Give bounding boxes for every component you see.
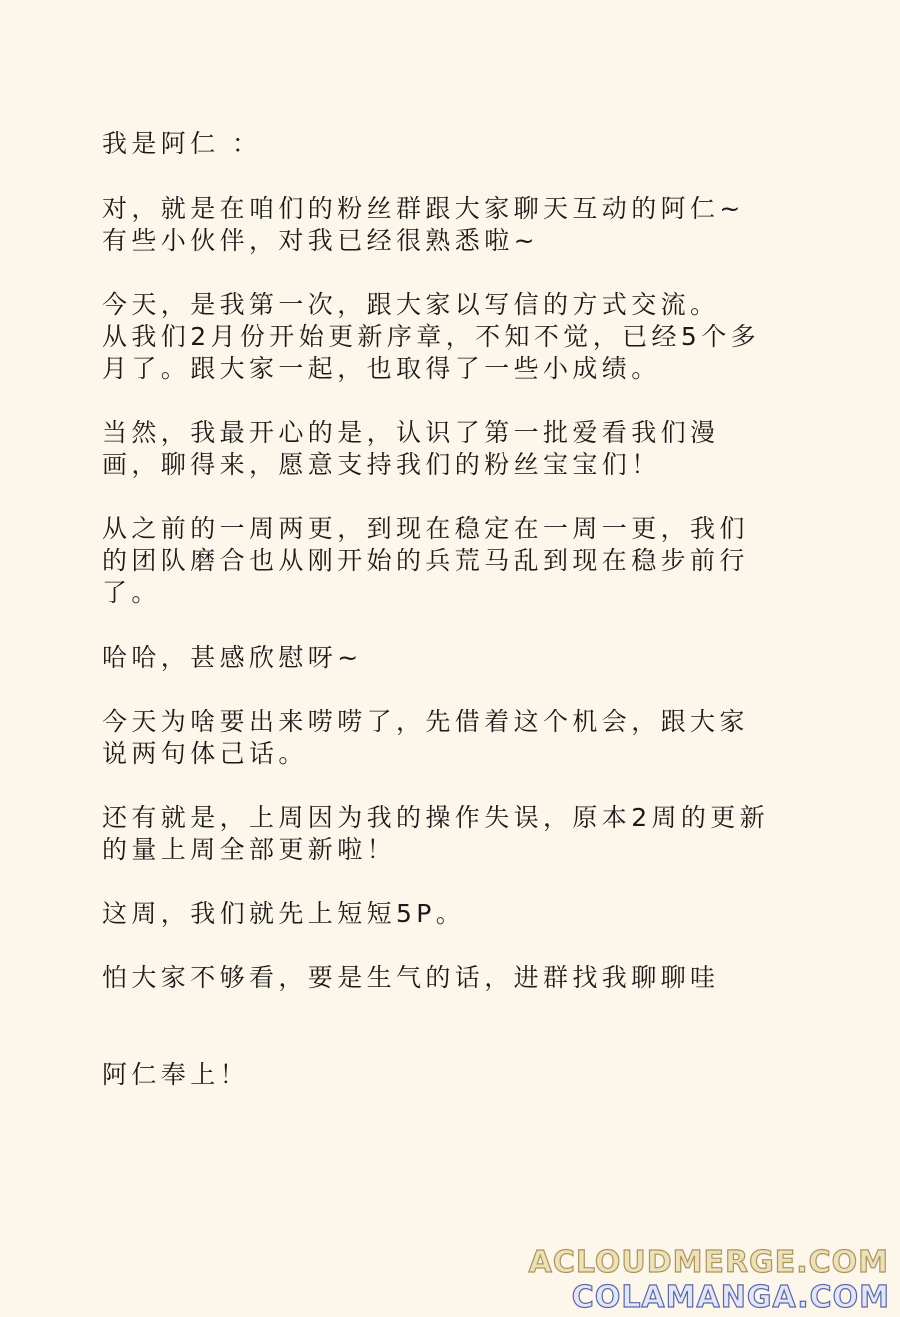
letter-line: 从之前的一周两更，到现在稳定在一周一更，我们 [102,514,749,543]
watermark-aclouldmerge: ACLOUDMERGE.COM [528,1245,889,1280]
letter-line: 这周，我们就先上短短5P。 [102,899,466,928]
greeting-line: 我是阿仁 ： [102,129,262,158]
letter-line: 当然，我最开心的是，认识了第一批爱看我们漫 [102,418,720,447]
letter-line: 月了。跟大家一起，也取得了一些小成绩。 [102,354,661,383]
letter-line: 有些小伙伴，对我已经很熟悉啦~ [102,226,539,255]
letter-line: 今天为啥要出来唠唠了，先借着这个机会，跟大家 [102,707,749,736]
letter-line: 哈哈，甚感欣慰呀~ [102,643,363,672]
letter-line: 还有就是，上周因为我的操作失误，原本2周的更新 [102,803,770,832]
letter-line: 的团队磨合也从刚开始的兵荒马乱到现在稳步前行 [102,546,749,575]
letter-line: 从我们2月份开始更新序章，不知不觉，已经5个多 [102,322,761,351]
letter-line: 对，就是在咱们的粉丝群跟大家聊天互动的阿仁~ [102,194,745,223]
letter-line: 画，聊得来，愿意支持我们的粉丝宝宝们！ [102,450,661,479]
letter-line: 了。 [102,578,161,607]
letter-line: 说两句体己话。 [102,739,308,768]
letter-line: 怕大家不够看，要是生气的话，进群找我聊聊哇 [102,963,720,992]
letter-line: 的量上周全部更新啦！ [102,835,397,864]
letter-line: 今天，是我第一次，跟大家以写信的方式交流。 [102,290,720,319]
watermark-colamanga: COLAMANGA.COM [571,1280,890,1315]
signature-line: 阿仁奉上！ [102,1060,250,1089]
